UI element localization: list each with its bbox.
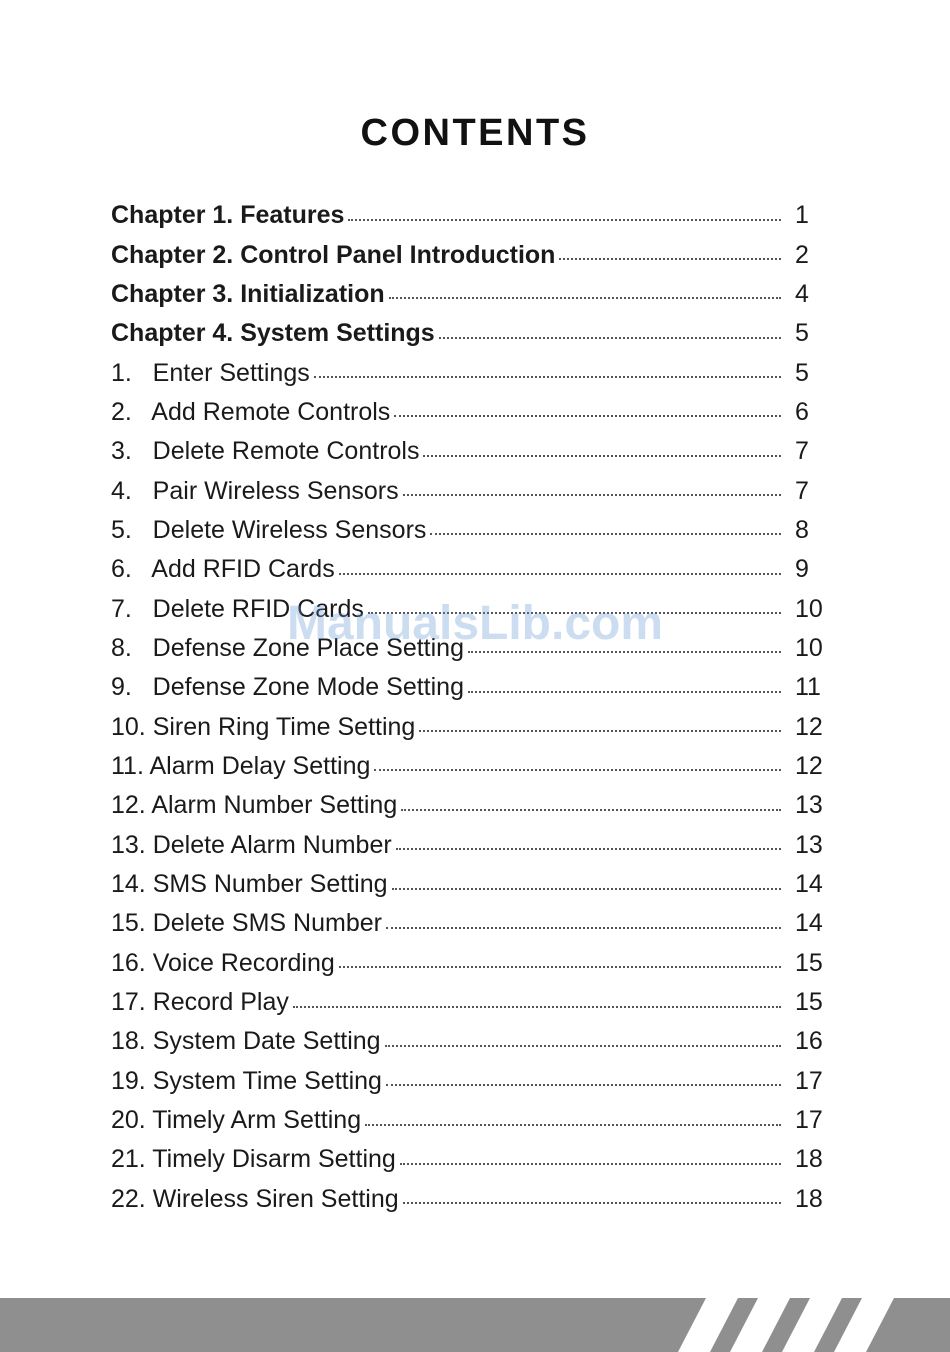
toc-dot-leader [386, 1084, 781, 1086]
toc-dot-leader [314, 376, 781, 378]
toc-section-entry [111, 944, 841, 983]
toc-page-number: 10 [795, 594, 823, 623]
toc-chapter-entry [111, 275, 841, 314]
toc-dot-leader [400, 1163, 781, 1165]
toc-entry-label: 5. Delete Wireless Sensors [111, 515, 427, 544]
toc-entry-label: 17. Record Play [111, 988, 289, 1017]
toc-dot-leader [368, 612, 781, 614]
toc-entry-label: Chapter 3. Initialization [111, 279, 385, 308]
toc-section-entry [111, 471, 841, 510]
toc-entry-label: 14. SMS Number Setting [111, 870, 388, 899]
toc-entry-label: 18. System Date Setting [111, 1027, 381, 1056]
toc-section-entry [111, 550, 841, 589]
toc-section-entry [111, 1180, 841, 1219]
toc-page-number: 17 [795, 1066, 823, 1095]
toc-section-entry [111, 1101, 841, 1140]
toc-dot-leader [348, 219, 781, 221]
toc-page-number: 5 [795, 319, 809, 348]
toc-dot-leader [293, 1006, 781, 1008]
toc-dot-leader [386, 927, 781, 929]
table-of-contents [111, 196, 841, 1219]
toc-page-number: 13 [795, 791, 823, 820]
toc-page-number: 10 [795, 633, 823, 662]
toc-page-number: 6 [795, 397, 809, 426]
toc-dot-leader [394, 415, 781, 417]
toc-entry-label: 19. System Time Setting [111, 1066, 382, 1095]
toc-page-number: 9 [795, 555, 809, 584]
toc-entry-label: 3. Delete Remote Controls [111, 437, 420, 466]
toc-entry-label: Chapter 1. Features [111, 201, 345, 230]
toc-entry-label: 6. Add RFID Cards [111, 555, 335, 584]
toc-entry-label: 13. Delete Alarm Number [111, 830, 392, 859]
toc-page-number: 7 [795, 476, 809, 505]
toc-dot-leader [439, 337, 781, 339]
toc-entry-label: 4. Pair Wireless Sensors [111, 476, 399, 505]
toc-entry-label: 2. Add Remote Controls [111, 397, 391, 426]
toc-dot-leader [419, 730, 781, 732]
toc-section-entry [111, 353, 841, 392]
toc-page-number: 7 [795, 437, 809, 466]
toc-entry-label: 11. Alarm Delay Setting [111, 751, 371, 780]
toc-dot-leader [389, 297, 781, 299]
toc-dot-leader [339, 573, 781, 575]
toc-chapter-entry [111, 314, 841, 353]
toc-chapter-entry [111, 235, 841, 274]
toc-section-entry [111, 747, 841, 786]
toc-section-entry [111, 983, 841, 1022]
toc-section-entry [111, 1140, 841, 1179]
toc-entry-label: Chapter 2. Control Panel Introduction [111, 240, 556, 269]
toc-dot-leader [385, 1045, 781, 1047]
toc-dot-leader [468, 651, 781, 653]
toc-page-number: 14 [795, 870, 823, 899]
toc-section-entry [111, 629, 841, 668]
toc-section-entry [111, 786, 841, 825]
toc-dot-leader [423, 455, 781, 457]
page-title: CONTENTS [360, 112, 590, 154]
toc-dot-leader [468, 691, 781, 693]
toc-dot-leader [392, 888, 781, 890]
toc-entry-label: 9. Defense Zone Mode Setting [111, 673, 464, 702]
toc-section-entry [111, 904, 841, 943]
toc-page-number: 12 [795, 712, 823, 741]
toc-entry-label: 20. Timely Arm Setting [111, 1106, 362, 1135]
toc-section-entry [111, 511, 841, 550]
watermark: ManualsLib.com [286, 597, 664, 650]
footer-bar [0, 1298, 950, 1352]
toc-chapter-entry [111, 196, 841, 235]
toc-entry-label: 7. Delete RFID Cards [111, 594, 364, 623]
toc-section-entry [111, 668, 841, 707]
toc-section-entry [111, 1062, 841, 1101]
toc-section-entry [111, 432, 841, 471]
toc-entry-label: 16. Voice Recording [111, 948, 335, 977]
toc-section-entry [111, 589, 841, 628]
toc-dot-leader [403, 1202, 781, 1204]
toc-page-number: 5 [795, 358, 809, 387]
toc-section-entry [111, 707, 841, 746]
toc-entry-label: 8. Defense Zone Place Setting [111, 633, 464, 662]
toc-page-number: 11 [795, 673, 821, 702]
toc-dot-leader [339, 966, 781, 968]
toc-dot-leader [401, 809, 781, 811]
toc-dot-leader [430, 533, 781, 535]
toc-page-number: 18 [795, 1184, 823, 1213]
toc-dot-leader [403, 494, 781, 496]
toc-page-number: 2 [795, 240, 809, 269]
toc-entry-label: 1. Enter Settings [111, 358, 310, 387]
toc-page-number: 15 [795, 948, 823, 977]
toc-entry-label: 22. Wireless Siren Setting [111, 1184, 399, 1213]
toc-entry-label: 15. Delete SMS Number [111, 909, 382, 938]
toc-page-number: 1 [795, 201, 809, 230]
toc-section-entry [111, 865, 841, 904]
toc-dot-leader [559, 258, 781, 260]
toc-entry-label: 12. Alarm Number Setting [111, 791, 398, 820]
toc-dot-leader [374, 769, 781, 771]
toc-dot-leader [365, 1124, 781, 1126]
toc-section-entry [111, 393, 841, 432]
toc-page-number: 4 [795, 279, 809, 308]
toc-page-number: 15 [795, 988, 823, 1017]
toc-entry-label: 10. Siren Ring Time Setting [111, 712, 416, 741]
toc-page-number: 17 [795, 1106, 823, 1135]
toc-page-number: 14 [795, 909, 823, 938]
toc-page-number: 12 [795, 751, 823, 780]
toc-page-number: 13 [795, 830, 823, 859]
toc-section-entry [111, 826, 841, 865]
toc-page-number: 8 [795, 515, 809, 544]
toc-entry-label: 21. Timely Disarm Setting [111, 1145, 396, 1174]
toc-page-number: 18 [795, 1145, 823, 1174]
toc-dot-leader [396, 848, 781, 850]
toc-entry-label: Chapter 4. System Settings [111, 319, 435, 348]
toc-page-number: 16 [795, 1027, 823, 1056]
toc-section-entry [111, 1022, 841, 1061]
